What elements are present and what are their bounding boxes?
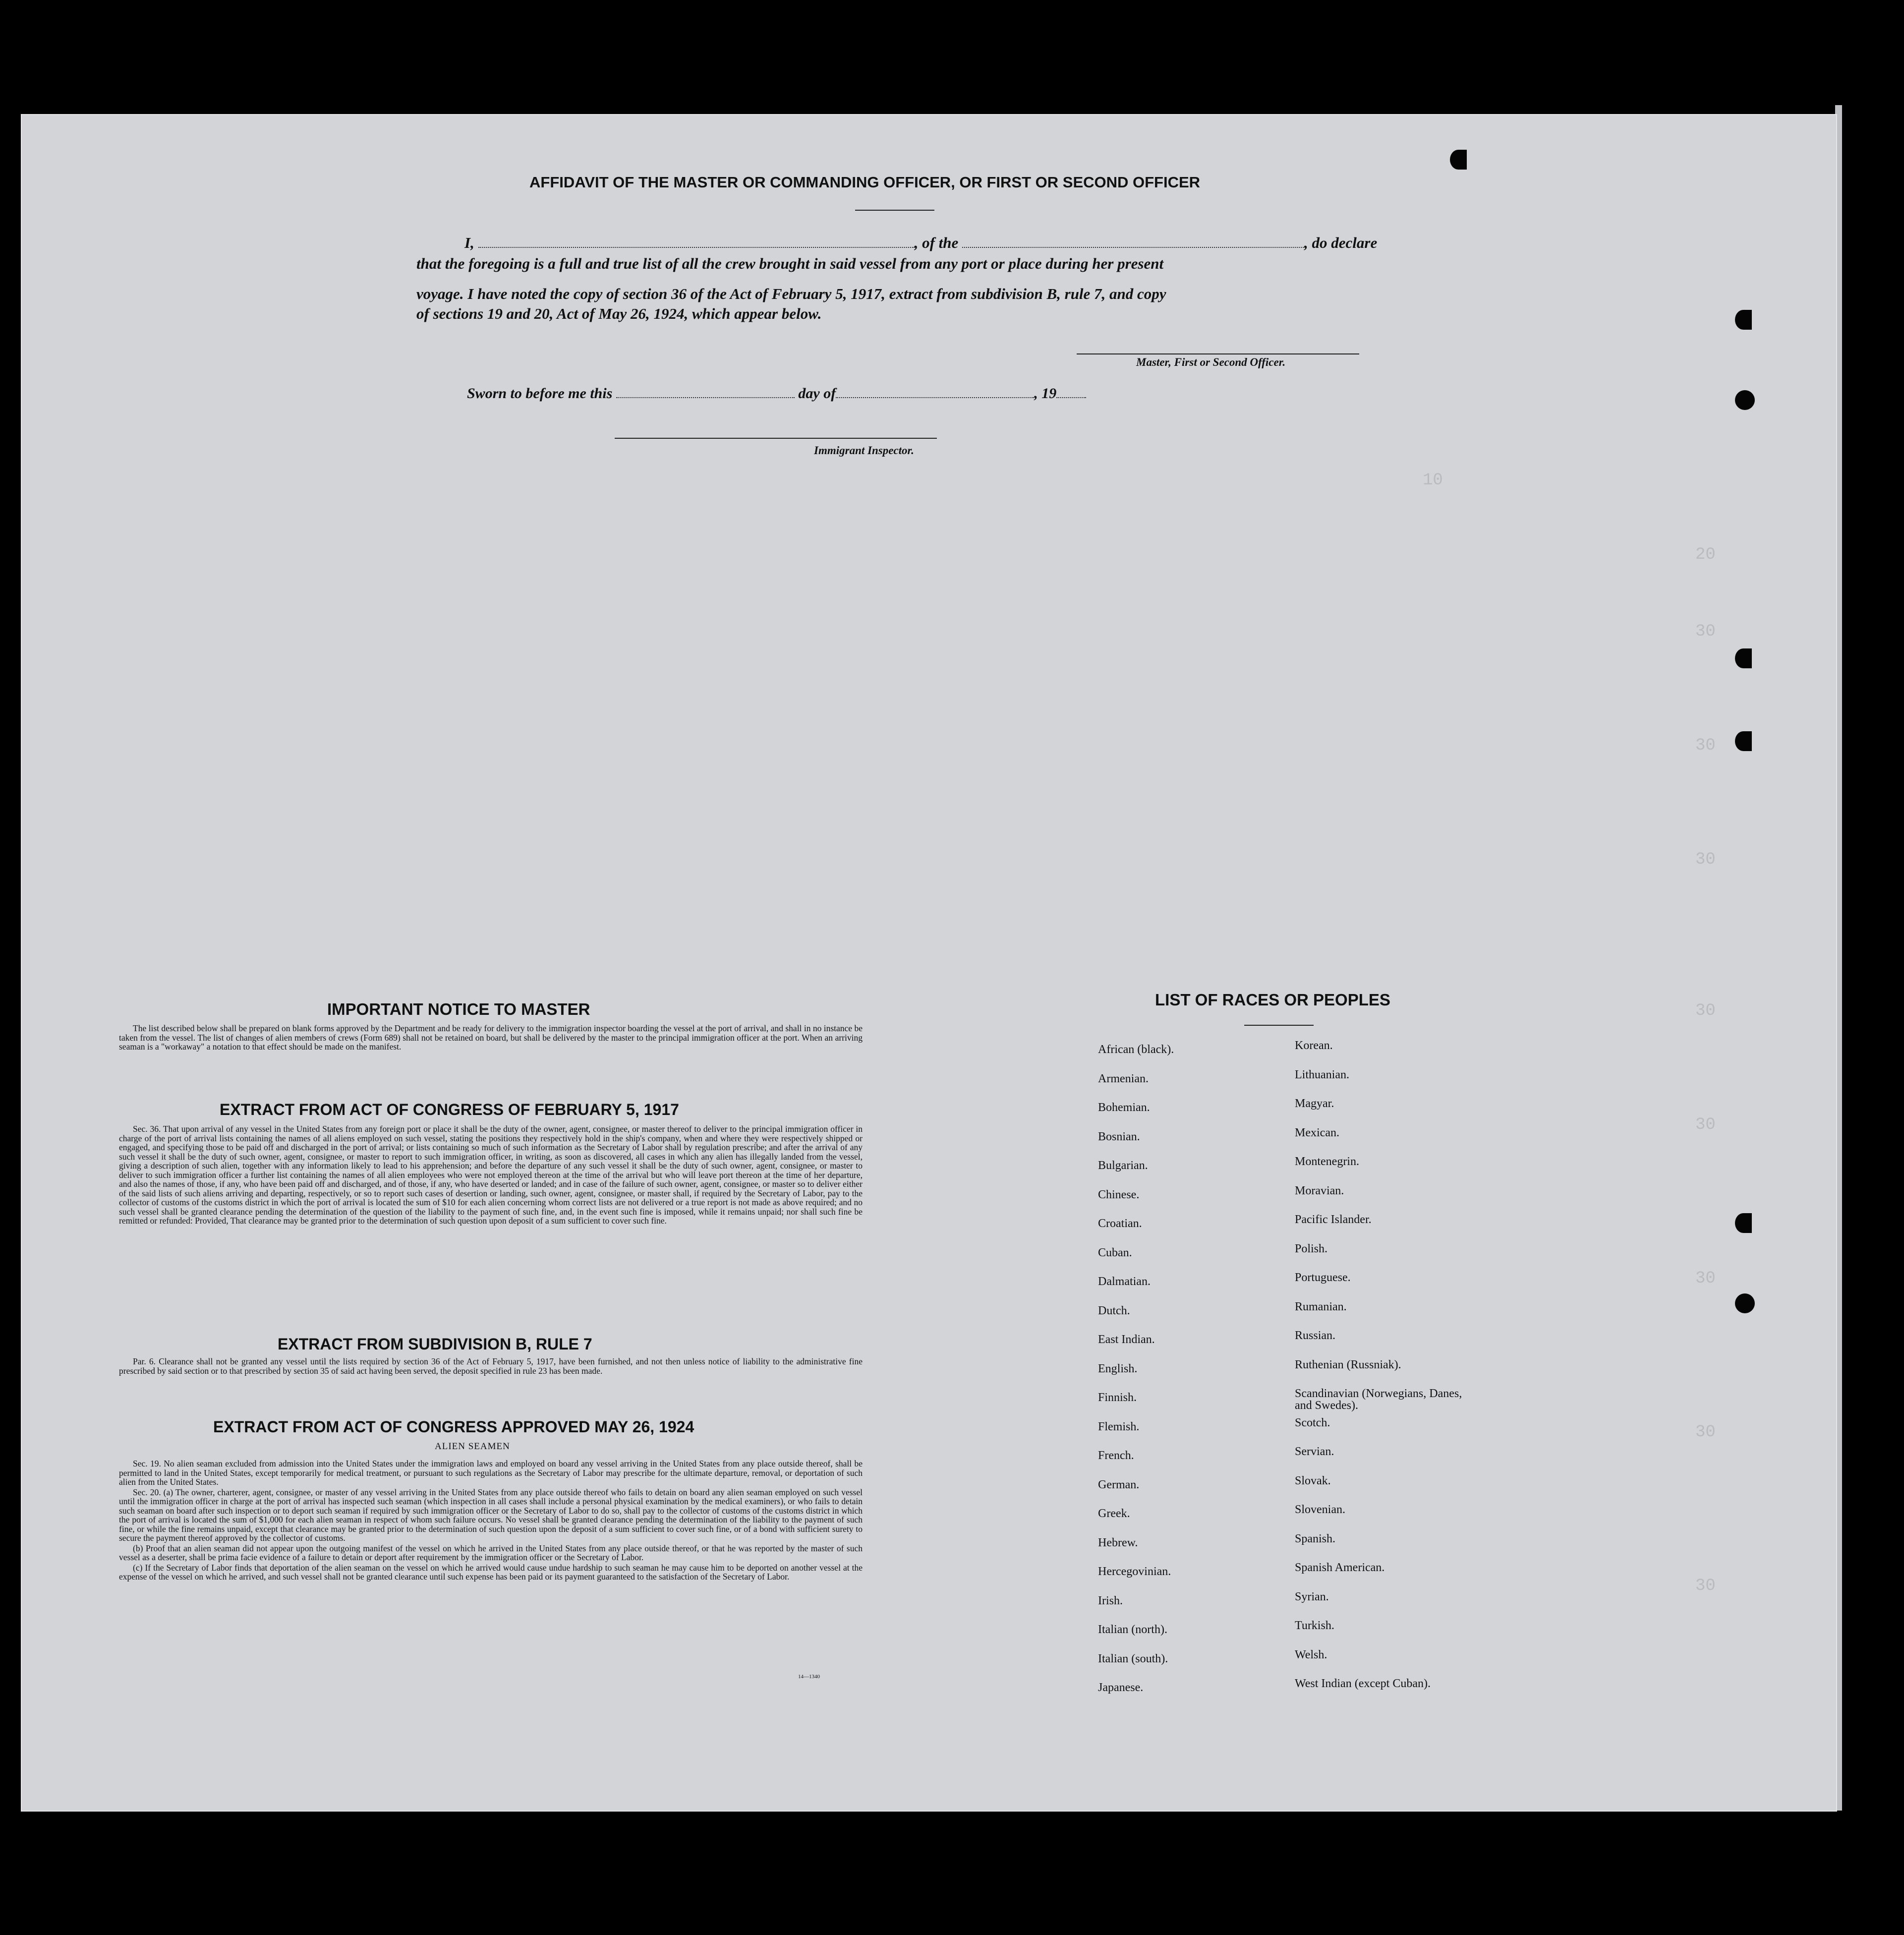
race-item: Cuban. [1098,1246,1132,1259]
officer-caption: Master, First or Second Officer. [1136,356,1286,368]
race-item: Italian (north). [1098,1623,1167,1636]
race-item: Slovak. [1295,1474,1331,1487]
affidavit-line-2: that the foregoing is a full and true list of all the crew brought in said vessel from any port or place during her present [416,255,1164,272]
race-item: Dalmatian. [1098,1275,1151,1288]
race-item: German. [1098,1478,1140,1491]
sworn-month-blank[interactable] [836,392,1034,398]
race-item: Polish. [1295,1242,1328,1255]
vessel-name-blank[interactable] [962,242,1304,248]
section-19-paragraph: Sec. 19. No alien seaman excluded from admission into the United States under the immigration laws and employed on board any vessel arriving in the United States from any place outside thereof, shall be permitted to land in the United States, except temporarily for medical treatment, or pursuant to such regulations as the Secretary of Labor may prescribe for the ultimate departure, removal, or deportation of such alien from the United States. [119,1459,863,1487]
race-item: Hercegovinian. [1098,1565,1171,1578]
affidavit-title: AFFIDAVIT OF THE MASTER OR COMMANDING OFFICER, OR FIRST OR SECOND OFFICER [529,174,1201,191]
race-item: Magyar. [1295,1097,1334,1110]
affidavit-line-1 [464,234,1377,252]
bleed-through-row: 30 [1695,850,1716,869]
race-item: Russian. [1295,1329,1336,1342]
extract-1924-text [119,1459,863,1583]
punch-hole [1735,731,1752,751]
sworn-mid: day of [798,385,836,402]
inspector-caption: Immigrant Inspector. [814,444,914,457]
affidavit-line-4: of sections 19 and 20, Act of May 26, 1924, which appear below. [416,305,822,322]
notice-text [119,1024,863,1053]
race-item: Mexican. [1295,1126,1339,1139]
affidavit-line-1-start: I, [464,234,474,251]
race-item-text: Scandinavian (Norwegians, Danes, and Swedes). [1295,1387,1462,1412]
race-item: Welsh. [1295,1648,1327,1661]
race-item: Finnish. [1098,1391,1137,1404]
races-title: LIST OF RACES OR PEOPLES [1155,991,1390,1009]
section-20a-paragraph: Sec. 20. (a) The owner, charterer, agent, consignee, or master of any vessel arriving in the United States from any place outside thereof who fails to detain on board any alien seaman employed on such vessel until the immigration officer in charge at the port of arrival has inspected such seaman (which inspection in all cases shall include a personal physical examination by the medical examiners), or who fails to detain such seaman on board after such inspection or to deport such seaman if required by such immigration officer or the Secretary of Labor to do so, shall pay to the collector of customs of the customs district in which the port of arrival is located the sum of $1,000 for each alien seaman in respect of whom such failure occurs. No vessel shall be granted clearance pending the determination of the liability to the payment of such fine, or while the fine remains unpaid, except that clearance may be granted prior to the determination of such question upon the deposit of a sum sufficient to cover such fine, or of a bond with sufficient surety to secure the payment thereof approved by the collector of customs. [119,1487,863,1543]
extract-rule7-title: EXTRACT FROM SUBDIVISION B, RULE 7 [278,1335,592,1353]
sworn-end: , 19 [1034,385,1057,402]
bleed-through-row: 30 [1695,736,1716,755]
section-36-paragraph: Sec. 36. That upon arrival of any vessel in the United States from any foreign port or place it shall be the duty of the owner, agent, consignee, or master thereof to deliver to the principal immigration officer in charge of the port of arrival lists containing the names of all aliens employed on such vessel, stating the positions they respectively hold in the ship's company, when and where they were respectively shipped or engaged, and specifying those to be paid off and discharged in the port of arrival; or lists containing so much of such information as the Secretary of Labor shall by regulation prescribe; and after the arrival of any such vessel it shall be the duty of such owner, agent, consignee, or master to report to such immigration officer, in writing, as soon as discovered, all cases in which any alien has illegally landed from the vessel, giving a description of such alien, together with any information likely to lead to his apprehension; and before the departure of any such vessel it shall be the duty of such owner, agent, consignee, or master to deliver to such immigration officer a further list containing the names of all alien employees who were not employed thereon at the time of the arrival but who will leave port thereon at the time of her departure, and also the names of those, if any, who have been paid off and discharged, and of those, if any, who have deserted or landed; and in case of the failure of such owner, agent, consignee, or master so to deliver either of the said lists of such aliens arriving and departing, respectively, or so to report such cases of desertion or landing, such owner, agent, consignee, or master shall, if required by the Secretary of Labor, pay to the collector of customs of the customs district in which the port of arrival is located the sum of $10 for each alien concerning whom correct lists are not delivered or a true report is not made as above required; and no such vessel shall be granted clearance pending the determination of the question of the liability to the payment of such fine, and, in the event such fine is imposed, while it remains unpaid; nor shall such fine be remitted or refunded: Provided, That clearance may be granted prior to the determination of such question upon deposit of a sum sufficient to cover such fine. [119,1124,863,1226]
punch-hole [1735,1213,1752,1233]
race-item: French. [1098,1449,1134,1462]
officer-signature-line[interactable] [1077,353,1359,354]
sworn-day-blank[interactable] [616,392,795,398]
affidavit-line-3: voyage. I have noted the copy of section 36 of the Act of February 5, 1917, extract from subdivision B, rule 7, and copy [416,285,1166,302]
notice-title: IMPORTANT NOTICE TO MASTER [327,1000,590,1018]
bleed-through-row: 30 [1695,1115,1716,1134]
divider [1244,1025,1314,1026]
race-item: Rumanian. [1295,1300,1347,1313]
race-item: Slovenian. [1295,1503,1345,1516]
race-item: Syrian. [1295,1590,1329,1603]
form-number: 14—1340 [798,1674,820,1680]
race-item: Moravian. [1295,1184,1344,1197]
race-item: Scotch. [1295,1416,1330,1429]
race-item: Flemish. [1098,1420,1140,1433]
bleed-through-row: 10 [1423,471,1797,490]
race-item: Armenian. [1098,1072,1149,1085]
race-item: Italian (south). [1098,1652,1168,1665]
race-item: Greek. [1098,1507,1130,1520]
paragraph-6: Par. 6. Clearance shall not be granted any vessel until the lists required by section 36 of the Act of February 5, 1917, have been furnished, and not then unless notice of liability to the administrative fine prescribed by said section or to that prescribed by section 35 of said act having been served, the deposit specified in rule 23 has been made. [119,1356,863,1376]
bleed-through-row: 30 [1695,1001,1716,1020]
extract-1917-title: EXTRACT FROM ACT OF CONGRESS OF FEBRUARY 5, 1917 [220,1101,679,1118]
race-item: Croatian. [1098,1217,1142,1230]
bleed-through-row: 30 [1695,622,1716,641]
punch-hole [1735,310,1752,330]
extract-rule7-text [119,1357,863,1376]
race-item: Spanish American. [1295,1561,1385,1574]
sworn-line [467,385,1086,402]
race-item: Korean. [1295,1039,1333,1052]
section-20c-paragraph: (c) If the Secretary of Labor finds that deportation of the alien seaman on the vessel on which he arrived would cause undue hardship to such seaman he may cause him to be deported on another vessel at the expense of the vessel on which he arrived, and such vessel shall not be granted clearance until such expense has been paid or its payment guaranteed to the satisfaction of the Secretary of Labor. [119,1562,863,1582]
affidavit-line-1-end: , do declare [1304,234,1378,251]
race-item: English. [1098,1362,1138,1375]
race-item: Pacific Islander. [1295,1213,1372,1226]
race-item: Bohemian. [1098,1101,1150,1114]
race-item: Irish. [1098,1594,1123,1607]
races-column-1 [1098,1035,1174,1702]
sworn-start: Sworn to before me this [467,385,613,402]
race-item [1295,1379,1463,1412]
race-item: Japanese. [1098,1681,1144,1694]
inspector-signature-line[interactable] [615,438,937,439]
affidavit-line-1-mid: , of the [914,234,959,251]
sworn-year-blank[interactable] [1056,392,1086,398]
punch-hole [1450,150,1467,170]
race-item: Bulgarian. [1098,1159,1148,1172]
bleed-through-row: 30 [1695,1577,1716,1595]
notice-paragraph: The list described below shall be prepared on blank forms approved by the Department and be ready for delivery to the immigration inspector boarding the vessel at the port of arrival, and shall in no instance be taken from the vessel. The list of changes of alien members of crews (Form 689) shall not be retained on board, but shall be delivered by the master to the principal immigration officer at the port. When an arriving seaman is a "workaway" a notation to that effect should be made on the manifest. [119,1023,863,1052]
race-item: Portuguese. [1295,1271,1351,1284]
races-column-2 [1295,1031,1463,1699]
extract-1924-title: EXTRACT FROM ACT OF CONGRESS APPROVED MAY 26, 1924 [213,1418,694,1436]
alien-seamen-subtitle: ALIEN SEAMEN [435,1441,510,1452]
bleed-through-row: 30 [1695,1269,1716,1288]
race-item: Servian. [1295,1445,1334,1458]
master-name-blank[interactable] [478,242,915,248]
race-item: West Indian (except Cuban). [1295,1677,1431,1690]
punch-hole [1735,648,1752,668]
race-item: Spanish. [1295,1532,1336,1545]
race-item: Bosnian. [1098,1130,1140,1143]
divider [855,210,934,211]
race-item: Hebrew. [1098,1536,1138,1549]
race-item: African (black). [1098,1043,1174,1056]
race-item: Montenegrin. [1295,1155,1359,1168]
bleed-through-row: 30 [1695,1423,1716,1442]
race-item: Lithuanian. [1295,1068,1349,1081]
race-item: Ruthenian (Russniak). [1295,1358,1401,1371]
bleed-through-row: 20 [1695,545,1716,564]
race-item: East Indian. [1098,1333,1155,1346]
section-20b-paragraph: (b) Proof that an alien seaman did not appear upon the outgoing manifest of the vessel on which he arrived in the United States from any place outside thereof, or that he was reported by the master of such vessel as a deserter, shall be prima facie evidence of a failure to detain or deport after requirement by the immigration officer or the Secretary of Labor. [119,1543,863,1562]
punch-hole [1735,390,1755,410]
race-item: Dutch. [1098,1304,1130,1317]
punch-hole [1735,1293,1755,1313]
race-item: Turkish. [1295,1619,1334,1632]
extract-1917-text [119,1124,863,1227]
race-item: Chinese. [1098,1188,1140,1201]
